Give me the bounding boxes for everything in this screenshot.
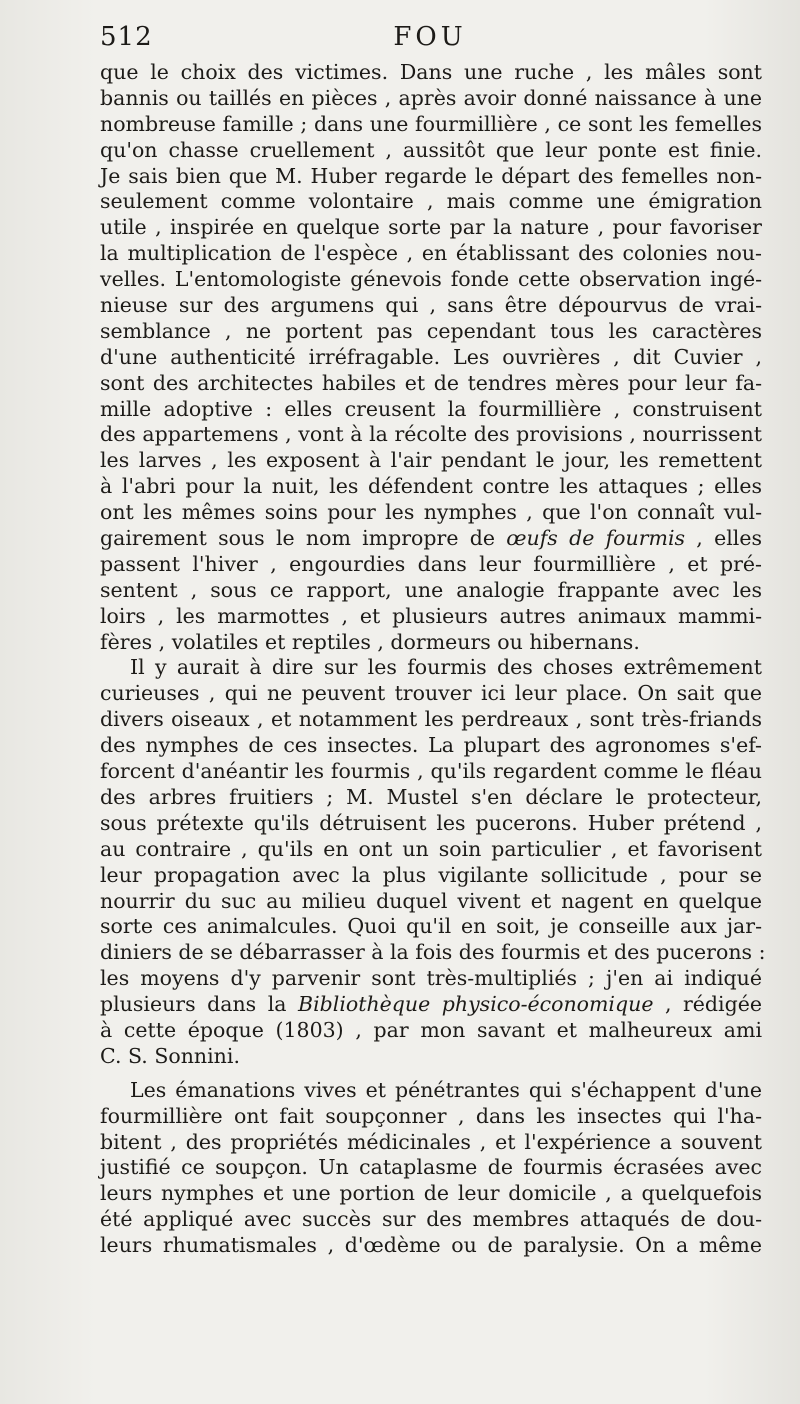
text-line: des appartemens , vont à la récolte des provisions , nourrissent (100, 422, 762, 447)
text-segment: gairement sous le nom impropre de (100, 526, 507, 551)
text-line: leurs rhumatismales , d'œdème ou de paralysie. On a même (100, 1233, 762, 1258)
text-line: utile , inspirée en quelque sorte par la nature , pour favoriser (100, 215, 762, 240)
text-line: sont des architectes habiles et de tendres mères pour leur fa- (100, 370, 762, 395)
page-number: 512 (100, 22, 153, 52)
text-line: velles. L'entomologiste génevois fonde cette observation ingé- (100, 267, 762, 292)
text-segment: plusieurs dans la (100, 992, 299, 1017)
text-line: des nymphes de ces insectes. La plupart des agronomes s'ef- (100, 733, 762, 758)
text-line: nourrir du suc au milieu duquel vivent et nagent en quelque (100, 888, 762, 913)
text-line-with-italic (100, 526, 762, 552)
text-line: à cette époque (1803) , par mon savant et malheureux ami (100, 1017, 762, 1042)
text-line: des arbres fruitiers ; M. Mustel s'en déclare le protecteur, (100, 784, 762, 809)
text-line: bannis ou taillés en pièces , après avoir donné naissance à une (100, 85, 762, 110)
text-line: passent l'hiver , engourdies dans leur fourmillière , et pré- (100, 551, 762, 576)
text-line: fourmillière ont fait soupçonner , dans les insectes qui l'ha- (100, 1103, 762, 1128)
text-line: diniers de se débarrasser à la fois des fourmis et des pucerons : (100, 940, 766, 965)
text-line: semblance , ne portent pas cependant tous les caractères (100, 318, 762, 343)
paragraph-1 (100, 60, 762, 655)
text-line: seulement comme volontaire , mais comme une émigration (100, 189, 762, 214)
italic-phrase: Bibliothèque physico-économique (298, 992, 654, 1017)
text-line: Il y aurait à dire sur les fourmis des choses extrêmement (130, 655, 762, 680)
text-line: les larves , les exposent à l'air pendant le jour, les remettent (100, 448, 762, 473)
text-line: bitent , des propriétés médicinales , et l'expérience a souvent (100, 1129, 762, 1154)
text-line: ont les mêmes soins pour les nymphes , que l'on connaît vul- (100, 500, 762, 525)
text-line: sentent , sous ce rapport, une analogie frappante avec les (100, 577, 762, 602)
text-line: Je sais bien que M. Huber regarde le départ des femelles non- (100, 163, 762, 188)
text-line: leurs nymphes et une portion de leur domicile , a quelquefois (100, 1181, 762, 1206)
text-line: C. S. Sonnini. (100, 1043, 240, 1068)
text-line: divers oiseaux , et notamment les perdreaux , sont très-friands (100, 707, 762, 732)
text-line: d'une authenticité irréfragable. Les ouvrières , dit Cuvier , (100, 344, 762, 369)
text-segment: , elles (685, 526, 762, 551)
text-line: que le choix des victimes. Dans une ruche , les mâles sont (100, 60, 762, 84)
page-header (100, 22, 760, 60)
text-line: nieuse sur des argumens qui , sans être dépourvus de vrai- (100, 293, 762, 318)
text-line: leur propagation avec la plus vigilante sollicitude , pour se (100, 862, 762, 887)
text-line: à l'abri pour la nuit, les défendent contre les attaques ; elles (100, 474, 762, 499)
text-line: la multiplication de l'espèce , en établissant des colonies nou- (100, 241, 762, 266)
text-line: au contraire , qu'ils en ont un soin particulier , et favorisent (100, 836, 762, 861)
text-line: curieuses , qui ne peuvent trouver ici leur place. On sait que (100, 681, 762, 706)
text-line: justifié ce soupçon. Un cataplasme de fourmis écrasées avec (100, 1155, 762, 1180)
italic-phrase: œufs de fourmis (506, 526, 686, 551)
text-line: sorte ces animalcules. Quoi qu'il en soit, je conseille aux jar- (100, 914, 762, 939)
text-line: sous prétexte qu'ils détruisent les pucerons. Huber prétend , (100, 810, 762, 835)
paragraph-spacer (100, 1070, 762, 1078)
body-text (100, 60, 766, 1259)
text-line: nombreuse famille ; dans une fourmillière , ce sont les femelles (100, 111, 762, 136)
text-line: fères , volatiles et reptiles , dormeurs ou hibernans. (100, 629, 640, 654)
text-segment: , rédigée (653, 992, 762, 1017)
paragraph-3 (100, 1078, 762, 1259)
text-line: loirs , les marmottes , et plusieurs autres animaux mammi- (100, 603, 762, 628)
text-line: Les émanations vives et pénétrantes qui s'échappent d'une (130, 1077, 762, 1102)
text-line-with-italic (100, 992, 762, 1018)
paragraph-2 (100, 655, 766, 1069)
text-line: été appliqué avec succès sur des membres attaqués de dou- (100, 1207, 762, 1232)
text-line: forcent d'anéantir les fourmis , qu'ils regardent comme le fléau (100, 759, 762, 784)
text-line: mille adoptive : elles creusent la fourmillière , construisent (100, 396, 762, 421)
text-line: les moyens d'y parvenir sont très-multipliés ; j'en ai indiqué (100, 966, 762, 991)
text-line: qu'on chasse cruellement , aussitôt que leur ponte est finie. (100, 137, 762, 162)
running-head: FOU (393, 22, 467, 52)
